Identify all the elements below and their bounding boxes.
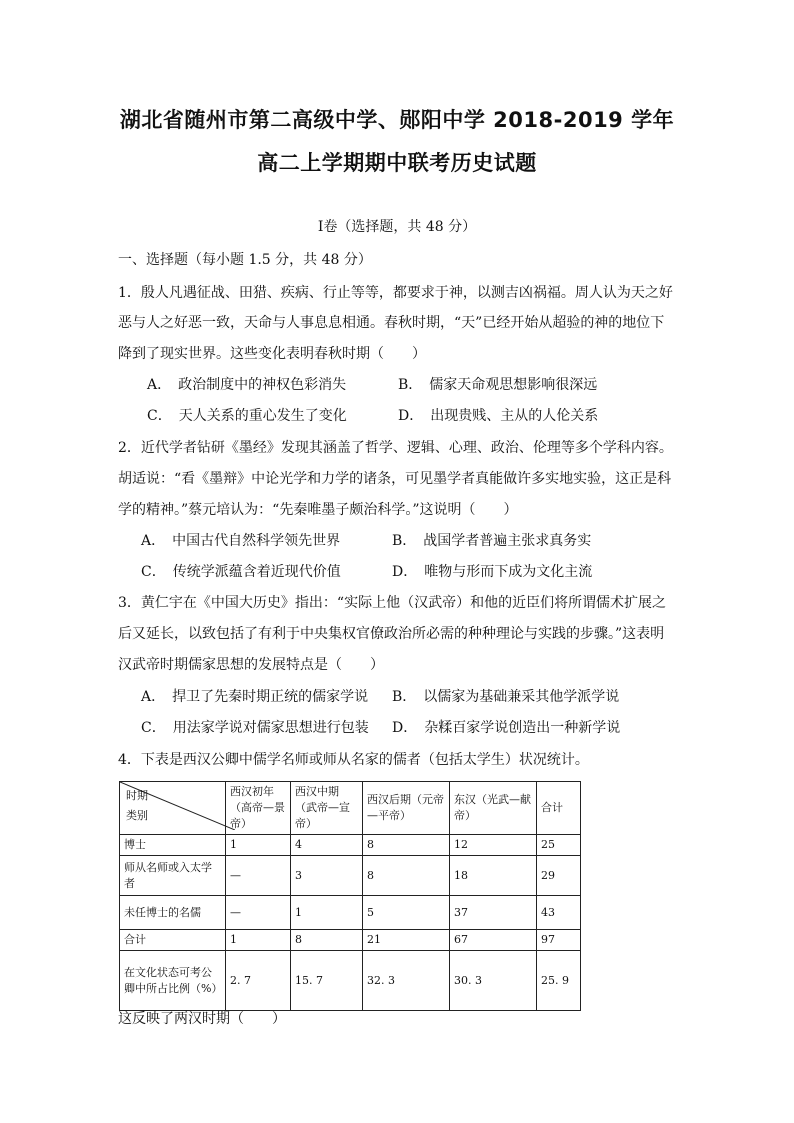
table-cell: 29: [537, 856, 581, 896]
question-2-line-2: 胡适说：“看《墨辩》中论光学和力学的诸条，可见墨学者真能做许多实地实验，这正是科: [118, 471, 672, 487]
statistics-table: [119, 781, 581, 1011]
question-1-line-3: 降到了现实世界。这些变化表明春秋时期（ ）: [118, 346, 426, 362]
corner-label-period: 时期: [126, 789, 148, 802]
question-3-option-c[interactable]: C． 用法家学说对儒家思想进行包装: [141, 720, 369, 736]
table-cell: 18: [450, 856, 537, 896]
table-cell: 25. 9: [537, 951, 581, 1011]
part-heading: 一、选择题（每小题 1.5 分，共 48 分）: [118, 252, 372, 268]
question-2-line-1: 2．近代学者钻研《墨经》发现其涵盖了哲学、逻辑、心理、政治、伦理等多个学科内容。: [118, 440, 673, 456]
question-3-line-2: 后又延长，以致包括了有利于中央集权官僚政治所必需的种种理论与实践的步骤。”这表明: [118, 626, 665, 642]
table-col-header: 西汉后期（元帝—平帝）: [363, 782, 450, 835]
question-3-line-1: 3．黄仁宇在《中国大历史》指出：“实际上他（汉武帝）和他的近臣们将所谓儒术扩展之: [118, 595, 667, 611]
table-cell: 2. 7: [226, 951, 291, 1011]
row-label: 师从名师或入太学者: [120, 856, 226, 896]
question-2-option-b[interactable]: B． 战国学者普遍主张求真务实: [392, 533, 592, 549]
table-cell: 97: [537, 930, 581, 951]
question-2-option-d[interactable]: D． 唯物与形而下成为文化主流: [392, 564, 593, 580]
question-1-option-b[interactable]: B． 儒家天命观思想影响很深远: [398, 377, 598, 393]
table-row: [120, 856, 581, 896]
row-label: 合计: [120, 930, 226, 951]
table-cell: 3: [291, 856, 363, 896]
table-cell: 4: [291, 835, 363, 856]
table-cell: —: [226, 896, 291, 930]
table-col-header: 东汉（光武—献帝）: [450, 782, 537, 835]
question-4-stem: 这反映了两汉时期（ ）: [118, 1011, 286, 1027]
section-heading: Ⅰ卷（选择题，共 48 分）: [317, 219, 477, 235]
table-cell: 8: [363, 835, 450, 856]
table-cell: 43: [537, 896, 581, 930]
title-line-2: 高二上学期期中联考历史试题: [257, 151, 537, 175]
table-cell: 32. 3: [363, 951, 450, 1011]
table-row: [120, 951, 581, 1011]
table-cell: 1: [226, 930, 291, 951]
row-label: 博士: [120, 835, 226, 856]
table-cell: 8: [363, 856, 450, 896]
table-cell: 30. 3: [450, 951, 537, 1011]
table-cell: 1: [226, 835, 291, 856]
table-cell: 37: [450, 896, 537, 930]
table-cell: 1: [291, 896, 363, 930]
question-2-option-a[interactable]: A． 中国古代自然科学领先世界: [141, 533, 341, 549]
row-label: 未任博士的名儒: [120, 896, 226, 930]
table-col-header: 西汉初年（高帝—景帝）: [226, 782, 291, 835]
question-1-option-c[interactable]: C． 天人关系的重心发生了变化: [147, 408, 347, 424]
table-cell: 5: [363, 896, 450, 930]
question-2-option-c[interactable]: C． 传统学派蕴含着近现代价值: [141, 564, 341, 580]
table-cell: 67: [450, 930, 537, 951]
question-1-option-a[interactable]: A． 政治制度中的神权色彩消失: [147, 377, 347, 393]
question-4-line-1: 4．下表是西汉公卿中儒学名师或师从名家的儒者（包括太学生）状况统计。: [118, 752, 589, 768]
table-row: [120, 930, 581, 951]
row-label: 在文化状态可考公卿中所占比例（%）: [120, 951, 226, 1011]
table-cell: 25: [537, 835, 581, 856]
table-cell: 15. 7: [291, 951, 363, 1011]
title-line-1: 湖北省随州市第二高级中学、郧阳中学 2018-2019 学年: [119, 108, 675, 132]
question-1-option-d[interactable]: D． 出现贵贱、主从的人伦关系: [398, 408, 599, 424]
table-cell: 21: [363, 930, 450, 951]
question-3-option-a[interactable]: A． 捍卫了先秦时期正统的儒家学说: [141, 689, 369, 705]
table-corner-cell: [120, 782, 226, 835]
question-3-option-b[interactable]: B． 以儒家为基础兼采其他学派学说: [392, 689, 620, 705]
table-cell: 12: [450, 835, 537, 856]
question-3-line-3: 汉武帝时期儒家思想的发展特点是（ ）: [118, 657, 384, 673]
table-header-row: [120, 782, 581, 835]
table-cell: —: [226, 856, 291, 896]
table-row: [120, 835, 581, 856]
table-col-header: 合计: [537, 782, 581, 835]
question-2-line-3: 学的精神。”蔡元培认为：“先秦唯墨子颇治科学。”这说明（ ）: [118, 502, 518, 518]
question-1-line-1: 1．殷人凡遇征战、田猎、疾病、行止等等，都要求于神，以测吉凶祸福。周人认为天之好: [118, 285, 673, 301]
question-1-line-2: 恶与人之好恶一致，天命与人事息息相通。春秋时期，“天”已经开始从超验的神的地位下: [118, 315, 665, 331]
table-col-header: 西汉中期（武帝—宣帝）: [291, 782, 363, 835]
corner-label-category: 类别: [126, 809, 148, 822]
table-row: [120, 896, 581, 930]
table-cell: 8: [291, 930, 363, 951]
question-3-option-d[interactable]: D． 杂糅百家学说创造出一种新学说: [392, 720, 621, 736]
